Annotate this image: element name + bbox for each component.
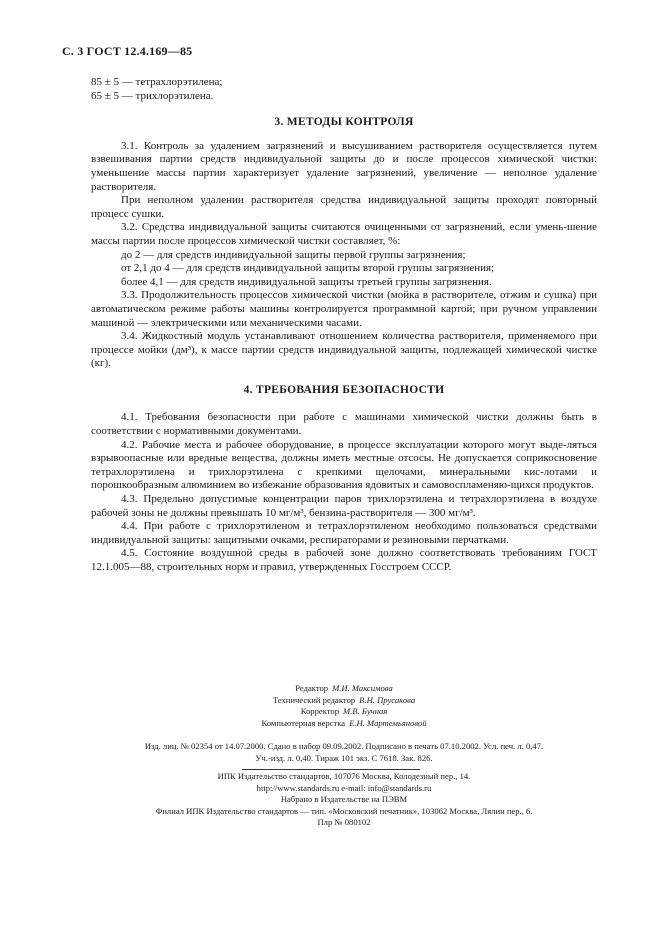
- credit-name: М.В. Бучная: [343, 706, 388, 717]
- press-line-1: ИПК Издательство стандартов, 107076 Москва, Колодезный пер., 14.: [217, 771, 471, 781]
- section-4-paragraph-1: 4.1. Требования безопасности при работе с машинами химической чистки должны быть в соответствии с нормативными документами.: [91, 411, 597, 438]
- section-4-paragraph-3: 4.3. Предельно допустимые концентрации паров трихлорэтилена и тетрахлорэтилена в воздухе рабочей зоны не должны превышать 10 мг/м³, бензина-растворителя — 300 мг/м³.: [91, 493, 597, 519]
- section-3-paragraph-4: 3.3. Продолжительность процессов химической чистки (мойка в растворителе, отжим и сушка) при автоматическом режиме работы машины контролируется программной картой; при ручном управлении машиной — электрическими или механическими часами.: [91, 289, 597, 329]
- credit-layout: [91, 718, 597, 730]
- intro-line-1: 85 ± 5 — тетрахлорэтилена;: [91, 76, 223, 88]
- section-3-list-item-3: более 4,1 — для средств индивидуальной защиты третьей группы загрязнения.: [121, 275, 492, 288]
- section-3-paragraph-3: 3.2. Средства индивидуальной защиты считаются очищенными от загрязнений, если умень-шение массы партии после процессов химической чистки составляет, %:: [91, 221, 597, 247]
- section-4-paragraph-5: 4.5. Состояние воздушной среды в рабочей зоне должно соответствовать требованиям ГОСТ 12.1.005—88, строительных норм и правил, утвержденных Госстроем СССР.: [91, 547, 597, 573]
- section-3-paragraph-5: 3.4. Жидкостный модуль устанавливают отношением количества растворителя, применяемого при процессе мойки (дм³), к массе партии средств индивидуальной защиты, подлежащей химической чистке (кг).: [91, 330, 597, 370]
- press-line-2: http://www.standards.ru e-mail: info@standards.ru: [256, 782, 432, 793]
- intro-line-2: 65 ± 5 — трихлорэтилена.: [91, 89, 214, 102]
- credits-block: [91, 683, 597, 729]
- credit-name: Е.Н. Мартемьяновой: [349, 717, 427, 728]
- page-header: С. 3 ГОСТ 12.4.169—85: [62, 44, 193, 58]
- credit-editor: [91, 683, 597, 695]
- credit-name: В.Н. Прусакова: [359, 694, 416, 705]
- press-line-4: Филиал ИПК Издательство стандартов — тип. «Московский печатник», 103062 Москва, Лялин пер., 6.: [155, 805, 533, 816]
- divider: [242, 769, 420, 770]
- publication-line-1: Изд. лиц. № 02354 от 14.07.2000. Сдано в набор 09.09.2002. Подписано в печать 07.10.2002. Усл. печ. л. 0,47.: [144, 741, 544, 751]
- press-line-3: Набрано в Издательстве на ПЭВМ: [280, 794, 408, 805]
- credit-role: Компьютерная верстка: [261, 717, 346, 728]
- section-3-title: 3. МЕТОДЫ КОНТРОЛЯ: [274, 116, 414, 129]
- credit-proofreader: [91, 706, 597, 718]
- press-info: [91, 771, 597, 829]
- main-text: [91, 76, 597, 575]
- section-3-list-item-1: до 2 — для средств индивидуальной защиты первой группы загрязнения;: [121, 248, 466, 261]
- credit-tech-editor: [91, 695, 597, 707]
- section-4-paragraph-2: 4.2. Рабочие места и рабочее оборудование, в процессе эксплуатации которого могут выде-ляться взрывоопасные или вредные вещества, должны иметь местные отсосы. Не допускается соприкосновение тетрахлорэтилена и трихлорэтилена с крепкими щелочами, минеральными кис-лотами и порошкообразным алюминием во избежание образования ядовитых и самовоспламеняю-щихся продуктов.: [91, 438, 597, 492]
- credit-role: Технический редактор: [272, 694, 356, 705]
- section-3-paragraph-1: 3.1. Контроль за удалением загрязнений и высушиванием растворителя осуществляется путем взвешивания партии средств индивидуальной защиты до и после процессов химической чистки: уменьшение массы партии характеризует удаление загрязнений, увеличение — неполное удаление растворителя.: [91, 139, 597, 193]
- section-4-title: 4. ТРЕБОВАНИЯ БЕЗОПАСНОСТИ: [243, 383, 445, 396]
- section-4-paragraph-4: 4.4. При работе с трихлорэтиленом и тетрахлорэтиленом необходимо пользоваться средствами индивидуальной защиты: защитными очками, респираторами и резиновыми перчатками.: [91, 520, 597, 546]
- credit-role: Корректор: [300, 706, 339, 717]
- press-line-5: Плр № 080102: [317, 817, 371, 828]
- publication-info: [91, 741, 597, 764]
- credit-name: М.И. Максимова: [332, 683, 393, 693]
- publication-line-2: Уч.-изд. л. 0,40. Тираж 101 экз. С 7618. Зак. 826.: [255, 752, 433, 763]
- credit-role: Редактор: [295, 683, 329, 693]
- section-3-paragraph-2: При неполном удалении растворителя средства индивидуальной защиты проходят повторный процесс сушки.: [91, 194, 597, 220]
- section-3-list-item-2: от 2,1 до 4 — для средств индивидуальной защиты второй группы загрязнения;: [121, 262, 495, 275]
